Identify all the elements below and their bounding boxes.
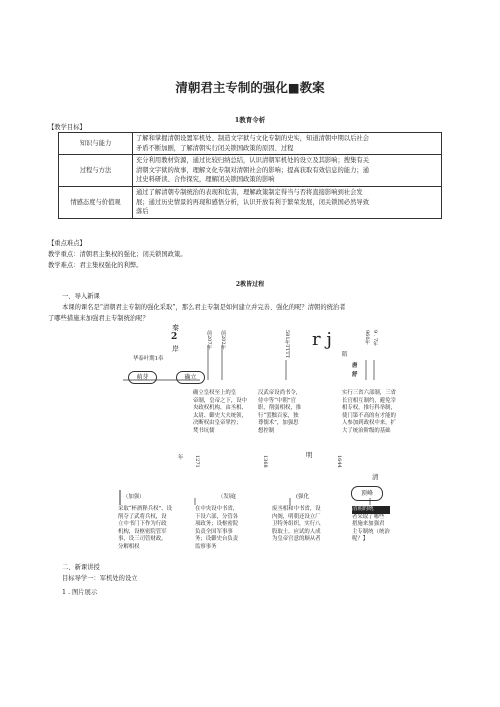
sprout-stage: 萌芽 bbox=[128, 371, 157, 384]
intro-title: 一、导入新课 bbox=[62, 293, 100, 300]
timeline-date: 581年TTTT bbox=[284, 330, 290, 359]
goal-key: 过程与方法 bbox=[59, 155, 133, 187]
timeline-column: 在中央设中书省， 下设六部，分管各 项政务；设枢密院 负责全国军事事 务；设御史台负责 监察事务 bbox=[195, 506, 239, 550]
timeline-label: 唐 bbox=[352, 363, 358, 369]
goal-line: 清朝文字狱的故事，理解文化专制对清朝社会的影响；提高获取有效信息的能力；通 bbox=[136, 166, 369, 174]
timeline-label: 明 bbox=[306, 451, 313, 459]
process-heading: 2教皆过程 bbox=[235, 281, 265, 288]
goals-heading: 【教学目标】 bbox=[48, 124, 86, 131]
timeline-date: 前207年 bbox=[206, 330, 212, 350]
timeline-date: 9 . 7年 bbox=[372, 330, 378, 347]
goal-line: 通过了解清朝专制统治的表现和危害，理解政策制定得当与否将直接影响到社会发 bbox=[136, 188, 363, 196]
timeline-label: 年 bbox=[178, 455, 184, 461]
intro-line: 本课的课名是“清朝君主专制的强化采取”，那么君主专制是如何建立并完善、强化的呢？清朝的统治者 bbox=[62, 304, 346, 311]
timeline-label: （发展[ bbox=[218, 494, 237, 500]
goal-line: 矛盾不断加剧，了解清朝实行闭关锁国政策的原因、过程 bbox=[136, 144, 294, 152]
timeline-label: （加强） bbox=[123, 494, 145, 500]
timeline-column: 确立皇权至上的皇 帝制，皇帝之下，设中 央政权机构，由丞相、 太尉、御史大夫统领， 决断权由皇帝掌控； 焚书坑儒 bbox=[193, 390, 247, 434]
timeline-label: 岸 bbox=[172, 345, 179, 353]
keypoints-heading: 【重点难点】 bbox=[48, 240, 86, 247]
timeline-label: 隋 bbox=[342, 352, 348, 358]
timeline-date: 1368 bbox=[262, 455, 268, 468]
goal-line: 充分利用教材资源，通过比较归纳总结，认识清朝军机处的设立及其影响；搜集有关 bbox=[136, 157, 369, 165]
section2-title: 二、新课讲授 bbox=[62, 564, 100, 571]
timeline-column: 汉武帝设尚书令， 侍中等“中朝”官 职，削弱相权，推 行“罢黜百家，独 尊儒术”，加强思 想控制 bbox=[258, 390, 302, 434]
timeline-date: 960年 bbox=[364, 330, 370, 345]
timeline-label: 2 bbox=[171, 332, 178, 342]
timeline-label: 华泰叶期1奉 bbox=[133, 356, 164, 362]
timeline-column: 采取“杯酒释兵权”、设 削夺了武将兵权，设 立中书门下作为行政 机构，设枢密院管军 事，设三司管财政， 分解相权 bbox=[118, 506, 173, 550]
section2-item: 1 . 图片展示 bbox=[62, 589, 98, 596]
goal-line: 展；通过历史情景的再现和感悟分析，认识开放有利于繁荣发展，闭关锁国必然导致 bbox=[136, 198, 369, 206]
timeline-date: 1271 bbox=[194, 455, 200, 468]
peak-stage: 顶峰 bbox=[351, 486, 383, 501]
goal-line: 了解和掌握清朝设置军机处、制造文字狱与文化专制的史实，知道清朝中期以后社会 bbox=[136, 135, 369, 142]
goal-line: 落后 bbox=[136, 208, 149, 216]
key-difficulty: 教学难点：君主集权强化的利弊。 bbox=[48, 262, 143, 269]
timeline-date: 前202年 bbox=[220, 330, 226, 350]
page-title: 清朝君主专制的强化■教案 bbox=[175, 80, 325, 95]
section-subtitle: 1教育令析 bbox=[234, 116, 266, 124]
timeline-column: 清朝的统 者采取了哪些 措施来加强君 主专制统（统治 呢？】 bbox=[352, 506, 390, 543]
timeline-label: r j bbox=[312, 329, 332, 350]
timeline-label: 清 bbox=[372, 473, 379, 481]
goal-key: 知识与能力 bbox=[59, 133, 133, 155]
timeline-label: (强化 bbox=[296, 494, 309, 500]
key-focus: 教学重点：清朝君主集权的强化；闭关锁国政策。 bbox=[48, 251, 187, 258]
timeline-date: 1644 bbox=[336, 455, 342, 468]
goal-key: 情感态度与价值观 bbox=[59, 186, 133, 218]
establish-stage: 确立 bbox=[176, 371, 205, 384]
timeline-label: 秦 bbox=[172, 324, 179, 332]
timeline-label: 舒 bbox=[352, 372, 358, 378]
section2-goal: 目标导学一：军机处的设立 bbox=[62, 575, 138, 582]
timeline-column: 废丞相和中书省，设 内阁，明朝还设立厂 卫特务组织，实行八 股取士，应试的人成 为皇帝官意的顺从者 bbox=[272, 506, 321, 543]
timeline-column: 实行三省六部制，三省 长官相互制约，避免宰 相专权，推行科举制， 使门第不高的有才能的 人参加到政权中来，扩 大了统治阶级的基础 bbox=[342, 390, 396, 434]
goal-line: 过史料研读、合作探究，理解闭关锁国政策的影响 bbox=[136, 176, 275, 184]
intro-line: 了哪些措施来加强君主专制统治呢？ bbox=[48, 315, 149, 322]
